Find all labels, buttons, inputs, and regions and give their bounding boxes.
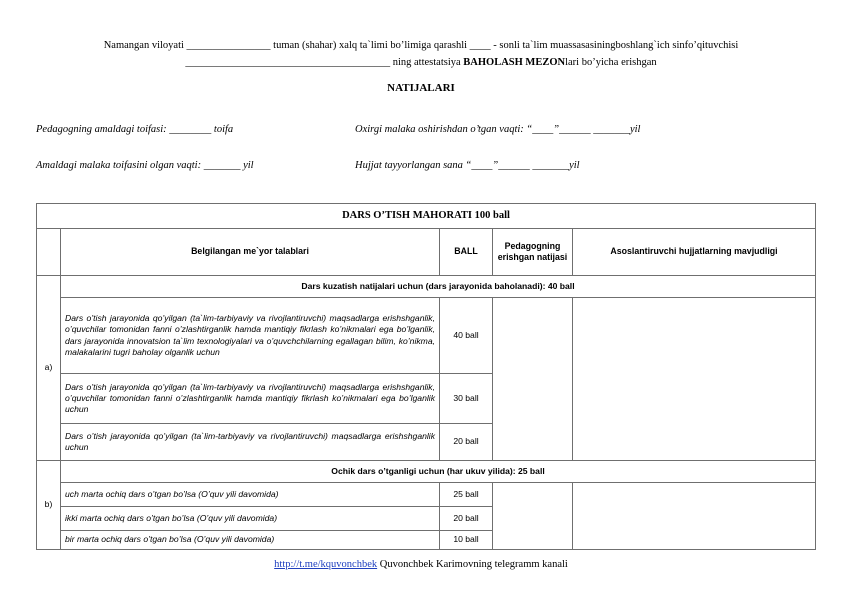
criterion-ball: 30 ball [440,374,493,424]
criterion-ball: 20 ball [440,424,493,461]
criterion-ball: 10 ball [440,531,493,550]
footer [0,559,842,570]
criterion-text: Dars o’tish jarayonida qo’yilgan (ta`lim-tarbiyaviy va rivojlantiruvchi) maqsadlarga erishshganlik uchun [61,424,440,461]
column-header-documents: Asoslantiruvchi hujjatlarning mavjudligi [573,229,816,276]
result-cell-b[interactable] [493,483,573,550]
criterion-text: Dars o’tish jarayonida qo’yilgan (ta`lim-tarbiyaviy va rivojlantiruvchi) maqsadlarga erishshganlik, o’quvchilar tomonidan fanni o’zlashtirganlik hamda mantiqiy fikrlash ko’nikmalari ega bo’lganlik uchun [61,374,440,424]
section-heading-a: Dars kuzatish natijalari uchun (dars jarayonida baholanadi): 40 ball [61,276,816,298]
column-header-result: Pedagogning erishgan natijasi [493,229,573,276]
criterion-ball: 20 ball [440,507,493,531]
meta-training: Oxirgi malaka oshirishdan o’tgan vaqti: “____”______ _______yil [355,124,641,135]
header-line-2-prefix: _______________________________________ ning attestatsiya [185,57,464,68]
header-line-2-suffix: lari bo’yicha erishgan [565,57,657,68]
table-row [37,298,816,374]
criterion-ball: 40 ball [440,298,493,374]
meta-category: Pedagogning amaldagi toifasi: ________ toifa [36,124,234,135]
criterion-text: ikki marta ochiq dars o’tgan bo’lsa (O’quv yili davomida) [61,507,440,531]
document-title: NATIJALARI [387,82,455,94]
criterion-ball: 25 ball [440,483,493,507]
header-line-1: Namangan viloyati ________________ tuman (shahar) xalq ta`limi bo’limiga qarashli ____ - sonli ta`lim muassasasiningboshlang`ich sinfo’qituvchisi [103,40,739,51]
meta-category-date: Amaldagi malaka toifasini olgan vaqti: _______ yil [36,160,254,171]
criterion-text: bir marta ochiq dars o’tgan bo’lsa (O’quv yili davomida) [61,531,440,550]
table-title: DARS O’TISH MAHORATI 100 ball [37,204,816,229]
criterion-text: uch marta ochiq dars o’tgan bo’lsa (O’quv yili davomida) [61,483,440,507]
telegram-link[interactable]: http://t.me/kquvonchbek [274,559,378,570]
documents-cell-a[interactable] [573,298,816,461]
label-column-header [37,229,61,276]
column-header-requirements: Belgilangan me`yor talablari [61,229,440,276]
column-header-ball: BALL [440,229,493,276]
header-line-2-bold: BAHOLASH MEZON [463,57,566,68]
criterion-text: Dars o’tish jarayonida qo’yilgan (ta`lim-tarbiyaviy va rivojlantiruvchi) maqsadlarga erishshganlik, o’quvchilar tomonidan fanni o’zlashtirganlik hamda mantiqiy fikrlash ko’nikmalari ega bo’lganlik, dars jarayonida innovatsion ta`lim texnologiyalari va o’quvchchilarning egallagan bilim, ko’nikma, malakalarini tugri baholay olganlik uchun [61,298,440,374]
documents-cell-b[interactable] [573,483,816,550]
meta-prepared-date: Hujjat tayyorlangan sana “____”______ _______yil [355,160,580,171]
table-row [37,483,816,507]
result-cell-a[interactable] [493,298,573,461]
header-line-2 [0,57,842,68]
section-heading-b: Ochik dars o’tganligi uchun (har ukuv yilida): 25 ball [61,461,816,483]
footer-text: Quvonchbek Karimovning telegramm kanali [377,559,568,570]
section-label-b: b) [37,461,61,550]
section-label-a: a) [37,276,61,461]
criteria-table [36,203,816,550]
